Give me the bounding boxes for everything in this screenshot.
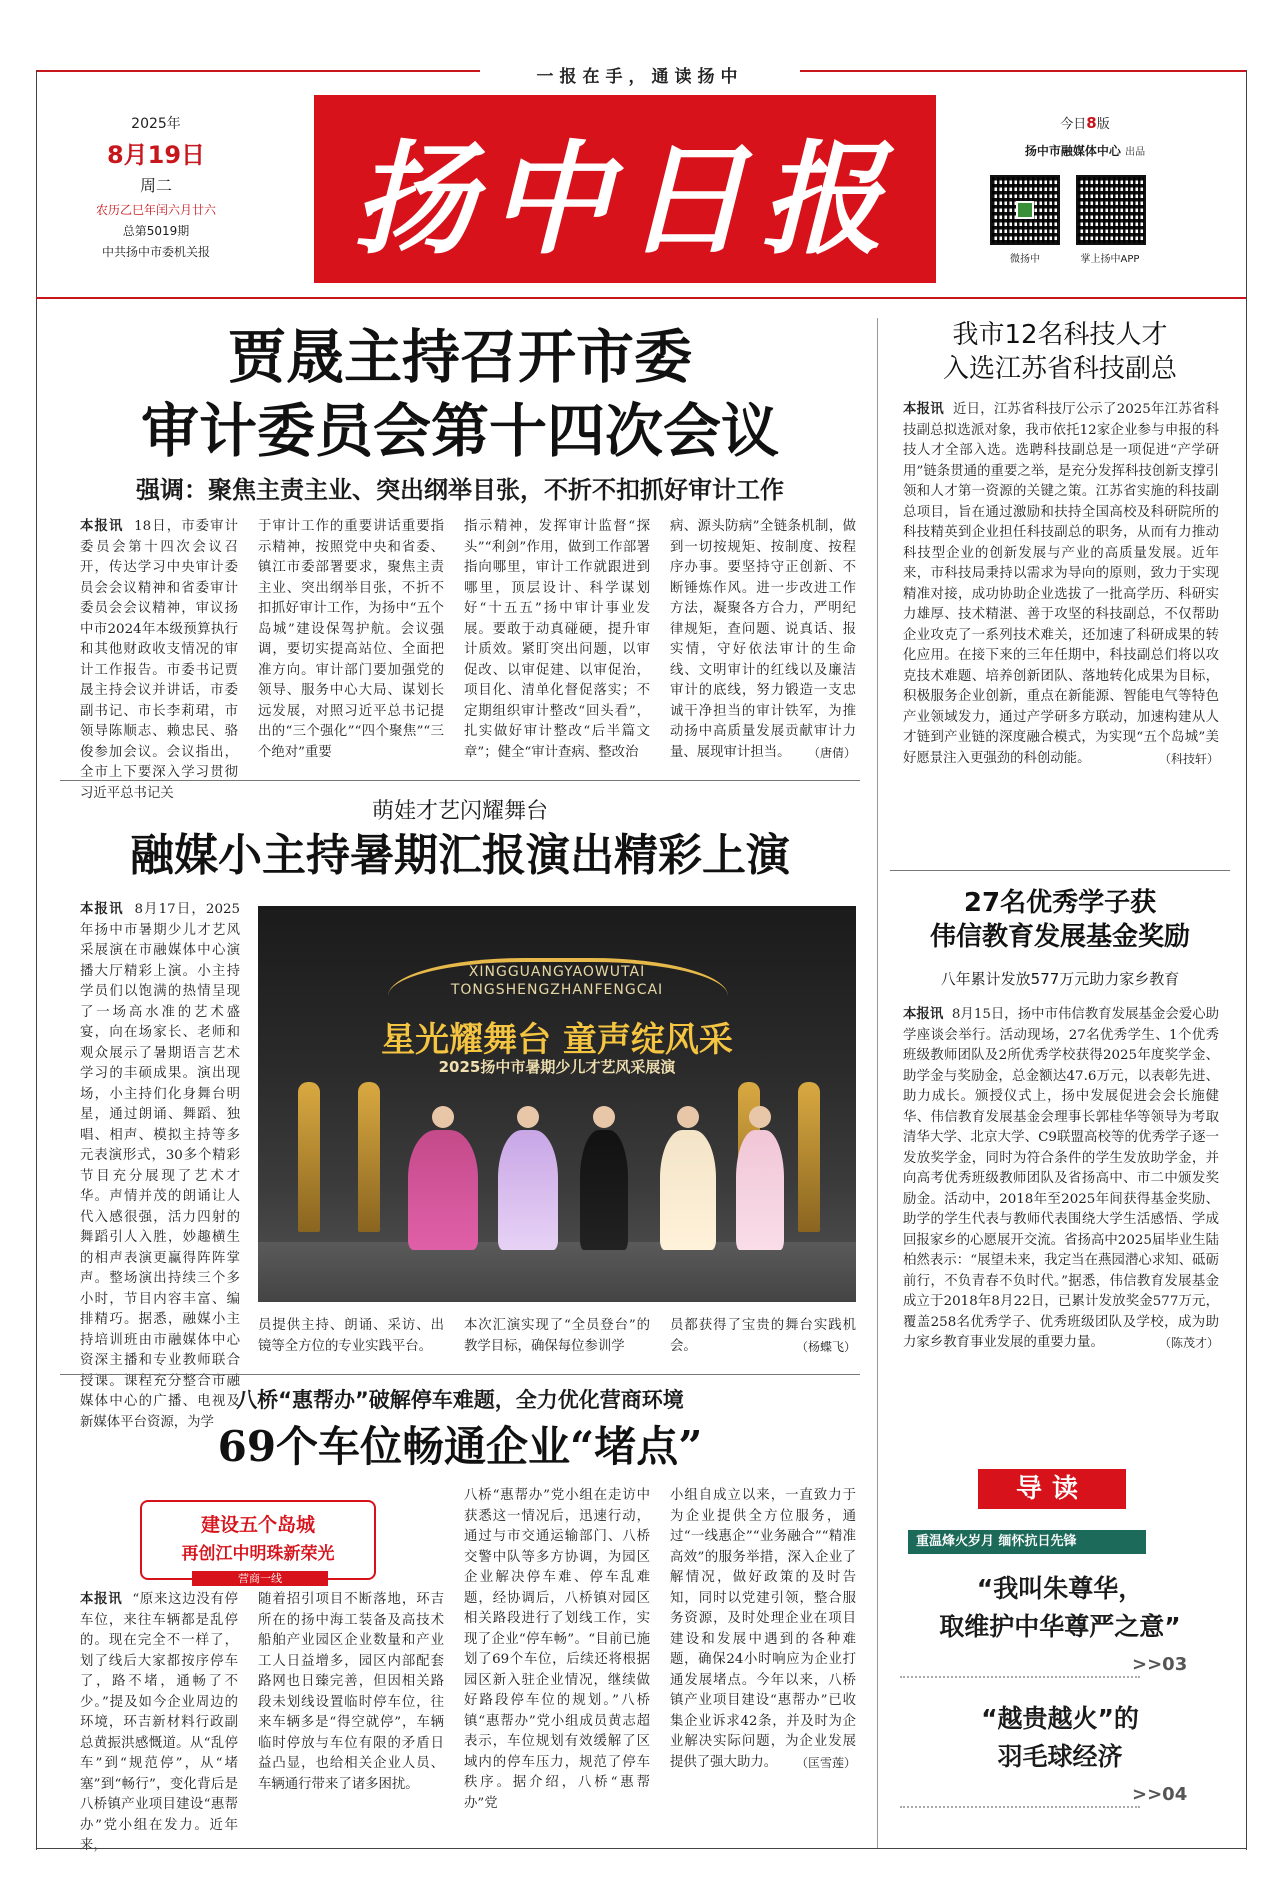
- column-badge: [140, 1500, 376, 1585]
- divider: [890, 870, 1230, 871]
- stage-floor: [258, 1242, 856, 1302]
- trophy-statue-icon: [298, 1082, 320, 1232]
- article3-col1: 本报讯 “原来这边没有停车位，来往车辆都是乱停的。现在完全不一样了，划了线后大家都按序停车了，路不堵，通畅了不少。”提及如今企业周边的环境，环吉新材料行政副总黄振洪感慨道。从“乱停车”到“规范停”，从“堵塞”到“畅行”，变化背后是八桥镇产业项目建设“惠帮办”党小组在发力。近年来，: [80, 1592, 238, 1853]
- performer: [736, 1106, 784, 1250]
- article3-headline[interactable]: 69个车位畅通企业“堵点”: [217, 1422, 703, 1471]
- organ: 中共扬中市委机关报: [101, 245, 210, 259]
- lunar-date: 农历乙巳年闰六月廿六: [95, 203, 216, 217]
- article3-col2: 随着招引项目不断落地，环吉所在的扬中海工装备及高技术船舶产业园区企业数量和产业工人日益增多，园区内部配套路网也日臻完善，但因相关路段未划线设置临时停车位，往来车辆多是“得空就停”，车辆临时停放与车位有限的矛盾日益凸显，也给相关企业人员、车辆通行带来了诸多困扰。: [258, 1592, 444, 1792]
- article1-headline[interactable]: 贾晟主持召开市委 审计委员会第十四次会议: [140, 323, 779, 465]
- article2-col2: 员提供主持、朗诵、采访、出镜等全方位的专业实践平台。: [258, 1318, 444, 1354]
- qr-code-app-icon[interactable]: [1076, 175, 1146, 245]
- qr2-label: 掌上扬中APP: [1080, 254, 1140, 265]
- performer: [660, 1106, 716, 1250]
- article2-col4: 员都获得了宝贵的舞台实践机会。 （杨蝶飞）: [670, 1316, 856, 1362]
- weekday: 周二: [139, 176, 172, 195]
- guide-title: 导读: [978, 1469, 1126, 1509]
- article2-kicker: 萌娃才艺闪耀舞台: [371, 799, 548, 824]
- page-count: 今日8版: [1060, 114, 1110, 132]
- divider: [60, 780, 860, 781]
- photo-pinyin-2: TONGSHENGZHANFENGCAI: [450, 982, 664, 998]
- photo-banner-sub: 2025扬中市暑期少儿才艺风采展演: [438, 1058, 676, 1076]
- stage-performance-photo[interactable]: [258, 906, 856, 1302]
- issue-number: 总第5019期: [122, 224, 190, 238]
- qr-code-wechat-icon[interactable]: [990, 175, 1060, 245]
- article2-byline: （杨蝶飞）: [795, 1339, 856, 1354]
- guide-item-2-page[interactable]: >>04: [1132, 1784, 1188, 1805]
- right2-subtitle: 八年累计发放577万元助力家乡教育: [940, 970, 1180, 988]
- article1-col1: 本报讯 18日，市委审计委员会第十四次会议召开，传达学习中央审计委员会会议精神和省委审计委员会会议精神，审议扬中市2024年本级预算执行和其他财政收支情况的审计工作报告。市委书记贾晟主持会议并讲话，市委副书记、市长李莉珺，市领导陈顺志、赖忠民、骆俊参加会议。会议指出，全市上下要深入学习贯彻习近平总书记关: [80, 519, 239, 801]
- photo-pinyin-1: XINGGUANGYAOWUTAI: [468, 964, 646, 980]
- photo-banner: 星光耀舞台 童声绽风采: [381, 1020, 733, 1060]
- performer: [498, 1106, 558, 1250]
- trophy-statue-icon: [798, 1082, 820, 1232]
- article2-col1: 本报讯 8月17日，2025年扬中市暑期少儿才艺风采展演在市融媒体中心演播大厅精彩上演。小主持学员们以饱满的热情呈现了一场高水准的艺术盛宴，向在场家长、老师和观众展示了暑期语言艺术学习的丰硕成果。演出现场，小主持们化身舞台明星，通过朗诵、舞蹈、独唱、相声、模拟主持等多元表演形式，30多个精彩节目充分展现了艺术才华。声情并茂的朗诵让人代入感很强，活力四射的舞蹈引人入胜，妙趣横生的相声表演更赢得阵阵掌声。整场演出持续三个多小时，节目内容丰富、编排精巧。据悉，融媒小主持培训班由市融媒体中心资深主播和专业教师联合授课。课程充分整合市融媒体中心的广播、电视及新媒体平台资源，为学: [80, 902, 241, 1430]
- article1-col2: 于审计工作的重要讲话重要指示精神，按照党中央和省委、镇江市委部署要求，聚焦主责主业、突出纲举目张，不折不扣抓好审计工作，为扬中“五个岛城”建设保驾护航。会议强调，要切实提高站位、全面把准方向。审计部门要加强党的领导、服务中心大局、谋划长远发展，对照习近平总书记提出的“三个强化”“四个聚焦”“三个绝对”重要: [258, 519, 444, 760]
- guide-item-1[interactable]: “我叫朱尊华， 取维护中华尊严之意”: [939, 1574, 1181, 1641]
- right1-body: 本报讯 近日，江苏省科技厅公示了2025年江苏省科技副总拟选派对象，我市依托12家企业参与申报的科技人才全部入选。选聘科技副总是一项促进“产学研用”链条贯通的重要之举，是充分发挥科技创新支撑引领和人才第一资源的关键之策。江苏省实施的科技副总项目，旨在通过激励和扶持全国高校及科研院所的科技精英到企业担任科技副总的职务，从而有力推动科技型企业的创新发展与产业的高质量发展。近年来，市科技局秉持以需求为导向的原则，致力于实现精准对接，成功协助企业选拔了一批高学历、科研实力雄厚、技术精湛、善于攻坚的科技副总，不仅帮助企业攻克了一系列技术难关，还加速了科研成果的转化应用。在接下来的三年任期中，科技副总们将以攻克技术难题、培养创新团队、落地转化成果为目标，积极服务企业创新，重点在新能源、智能电气等特色产业领域发力，通过产学研多方联动，加速构建从人才链到产业链的深度融合模式，为实现“五个岛城”美好愿景注入更强劲的科创动能。 （科技轩）: [903, 400, 1219, 852]
- bottom-rule: [36, 1848, 1246, 1849]
- article1-byline: （唐倩）: [807, 745, 856, 760]
- article1-col4: 病、源头防病”全链条机制，做到一切按规矩、按制度、按程序办事。要坚持守正创新、不断锤炼作风。进一步改进工作方法，凝聚各方合力，严明纪律规矩，查问题、说真话、报实情，守好依法审计的生命线、文明审计的红线以及廉洁审计的底线，努力锻造一支忠诚干净担当的审计铁军，为推动扬中高质量发展贡献审计力量、展现审计担当。 （唐倩）: [670, 517, 856, 752]
- issue-info: [960, 113, 1210, 283]
- article3-col4: 小组自成立以来，一直致力于为企业提供全方位服务，通过“一线惠企”“业务融合”“精准高效”的服务举措，深入企业了解情况，做好政策的及时告知，同时以党建引领，整合服务资源，及时处理企业在项目建设和发展中遇到的各种难题，确保24小时响应为企业打通发展堵点。今年以来，八桥镇产业项目建设“惠帮办”已收集企业诉求42条，并及时为企业解决实际问题，为企业发展提供了强大助力。 （匡雪莲）: [670, 1486, 856, 1846]
- newspaper-logo: [314, 95, 936, 283]
- column-separator: [877, 318, 878, 1848]
- article3-col3: 八桥“惠帮办”党小组在走访中获悉这一情况后，迅速行动，通过与市交通运输部门、八桥交警中队等多方协调，为园区企业解决停车难、停车乱难题，经协调后，八桥镇对园区相关路段进行了划线工作，实现了企业“停车畅”。“目前已施划了69个车位，后续还将根据园区新入驻企业情况，继续做好路段停车位的规划。”八桥镇“惠帮办”党小组成员黄志超表示，车位规划有效缓解了区域内的停车压力，规范了停车秩序。据介绍，八桥“惠帮办”党: [464, 1488, 650, 1811]
- trophy-statue-icon: [358, 1082, 380, 1232]
- badge-line1: 建设五个岛城: [200, 1514, 315, 1536]
- badge-tag: 营商一线: [192, 1571, 328, 1586]
- date-block: [36, 113, 276, 260]
- performer: [580, 1106, 628, 1250]
- right1-byline: （科技轩）: [1158, 751, 1219, 766]
- guide-divider: [900, 1806, 1140, 1808]
- article2-headline[interactable]: 融媒小主持暑期汇报演出精彩上演: [130, 830, 790, 881]
- performer: [408, 1106, 478, 1250]
- guide-item-2[interactable]: “越贵越火”的 羽毛球经济: [981, 1704, 1139, 1771]
- right2-body: 本报讯 8月15日，扬中市伟信教育发展基金会爱心助学座谈会举行。活动现场，27名优秀学生、1个优秀班级教师团队及2所优秀学校获得2025年度奖学金、助学金与奖励金，总金额达47.6万元，以表彰先进、助力成长。颁授仪式上，扬中发展促进会会长施健华、伟信教育发展基金会理事长郭桂华等领导为考取清华大学、北京大学、C9联盟高校等的优秀学子逐一发放奖学金，同时为符合条件的学生发放助学金，并向高考优秀班级教师团队及省扬高中、市二中颁发奖励金。活动中，2018年至2025年间获得基金奖励、助学的学生代表与教师代表围绕大学生活感悟、学成回报家乡的心愿展开交流。省扬高中2025届毕业生陆柏然表示：“展望未来，我定当在燕园潜心求知、砥砺前行，不负青春不负时代。”据悉，伟信教育发展基金成立于2018年8月22日，已累计发放奖金577万元，覆盖258名优秀学子、优秀班级团队及学校，成为助力家乡教育事业发展的重要力量。 （陈茂才）: [903, 1005, 1219, 1460]
- article1-subtitle: 强调：聚焦主责主业、突出纲举目张，不折不扣抓好审计工作: [136, 476, 784, 504]
- frame-left: [36, 70, 37, 1850]
- right2-headline[interactable]: 27名优秀学子获 伟信教育发展基金奖励: [929, 888, 1190, 952]
- divider: [60, 1374, 860, 1375]
- right1-headline[interactable]: 我市12名科技人才 入选江苏省科技副总: [942, 320, 1177, 384]
- newspaper-title: 扬中日报: [353, 126, 897, 271]
- masthead-rule: [36, 297, 1246, 299]
- slogan: 一报在手，通读扬中: [536, 67, 744, 87]
- qr1-label: 微扬中: [1010, 254, 1040, 265]
- guide-divider: [900, 1676, 1140, 1678]
- article3-kicker: 八桥“惠帮办”破解停车难题，全力优化营商环境: [236, 1388, 684, 1412]
- badge-line2: 再创江中明珠新荣光: [181, 1544, 335, 1564]
- article2-col3: 本次汇演实现了“全员登台”的教学目标，确保每位参训学: [464, 1318, 650, 1354]
- article1-col3: 指示精神，发挥审计监督“探头”“利剑”作用，做到工作部署指向哪里，审计工作就跟进到哪里，顶层设计、科学谋划好“十五五”扬中审计事业发展。要敢于动真碰硬，提升审计质效。紧盯突出问题，以审促改、以审促建、以审促治，项目化、清单化督促落实；不定期组织审计整改“回头看”，扎实做好审计整改“后半篇文章”；健全“审计查病、整改治: [464, 519, 650, 760]
- right2-byline: （陈茂才）: [1158, 1336, 1219, 1350]
- year: 2025年: [131, 116, 181, 132]
- guide-tag: 重温烽火岁月 缅怀抗日先锋: [908, 1530, 1146, 1554]
- frame-right: [1246, 70, 1247, 1850]
- publisher: 扬中市融媒体中心 出品: [1024, 144, 1146, 158]
- guide-item-1-page[interactable]: >>03: [1132, 1654, 1188, 1675]
- date: 8月19日: [106, 141, 206, 169]
- article3-byline: （匡雪莲）: [795, 1755, 856, 1770]
